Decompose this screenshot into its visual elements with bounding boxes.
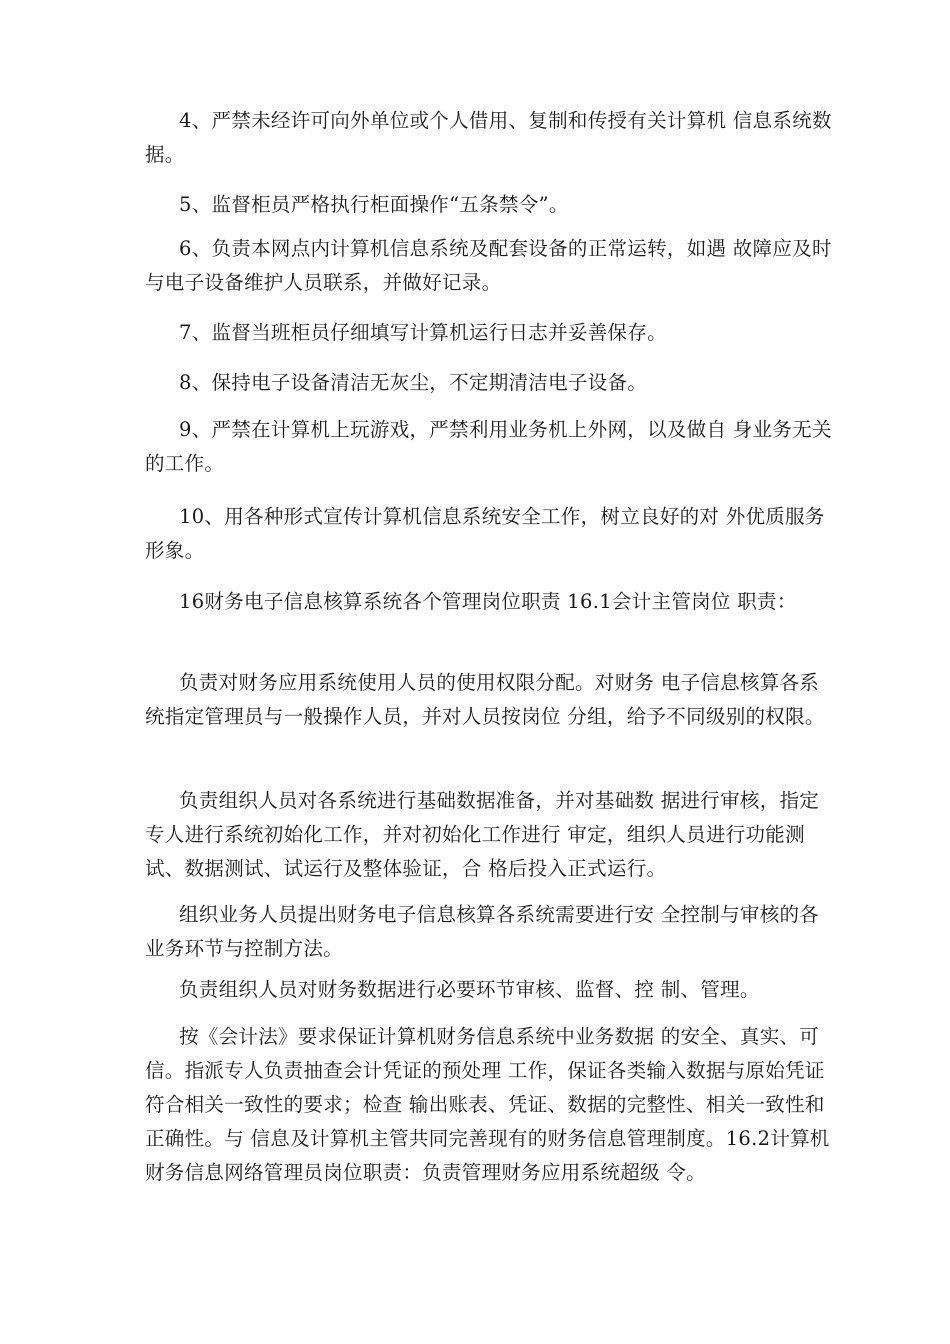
paragraph-permissions: 负责对财务应用系统使用人员的使用权限分配。对财务 电子信息核算各系统指定管理员与一般操作人员，并对人员按岗位 分组，给予不同级别的权限。 (145, 671, 825, 728)
paragraph-item-10: 10、用各种形式宣传计算机信息系统安全工作，树立良好的对 外优质服务形象。 (145, 505, 825, 562)
paragraph-item-4: 4、严禁未经许可向外单位或个人借用、复制和传授有关计算机 信息系统数据。 (145, 109, 832, 166)
paragraph-security-control: 组织业务人员提出财务电子信息核算各系统需要进行安 全控制与审核的各业务环节与控制方法。 (145, 903, 820, 960)
paragraph-item-9: 9、严禁在计算机上玩游戏，严禁利用业务机上外网，以及做自 身业务无关的工作。 (145, 418, 832, 475)
section-heading-16: 16财务电子信息核算系统各个管理岗位职责 16.1会计主管岗位 职责： (179, 590, 797, 613)
paragraph-item-7: 7、监督当班柜员仔细填写计算机运行日志并妥善保存。 (179, 321, 667, 344)
paragraph-item-5: 5、监督柜员严格执行柜面操作“五条禁令”。 (179, 193, 569, 216)
paragraph-base-data: 负责组织人员对各系统进行基础数据准备，并对基础数 据进行审核，指定专人进行系统初始化工作，并对初始化工作进行 审定，组织人员进行功能测试、数据测试、试运行及整体验证，合 格后投入正式运行。 (145, 789, 820, 880)
paragraph-data-audit: 负责组织人员对财务数据进行必要环节审核、监督、控 制、管理。 (179, 978, 760, 1001)
paragraph-item-6: 6、负责本网点内计算机信息系统及配套设备的正常运转，如遇 故障应及时与电子设备维护人员联系，并做好记录。 (145, 237, 832, 294)
paragraph-item-8: 8、保持电子设备清洁无灰尘，不定期清洁电子设备。 (179, 371, 648, 394)
paragraph-accounting-law: 按《会计法》要求保证计算机财务信息系统中业务数据 的安全、真实、可信。指派专人负责抽查会计凭证的预处理 工作，保证各类输入数据与原始凭证符合相关一致性的要求；检查 输出账表、凭证、数据的完整性、相关一致性和正确性。与 信息及计算机主管共同完善现有的财务信息管理制度。16.2计算机 财务信息网络管理员岗位职责：负责管理财务应用系统超级 令。 (145, 1025, 830, 1184)
